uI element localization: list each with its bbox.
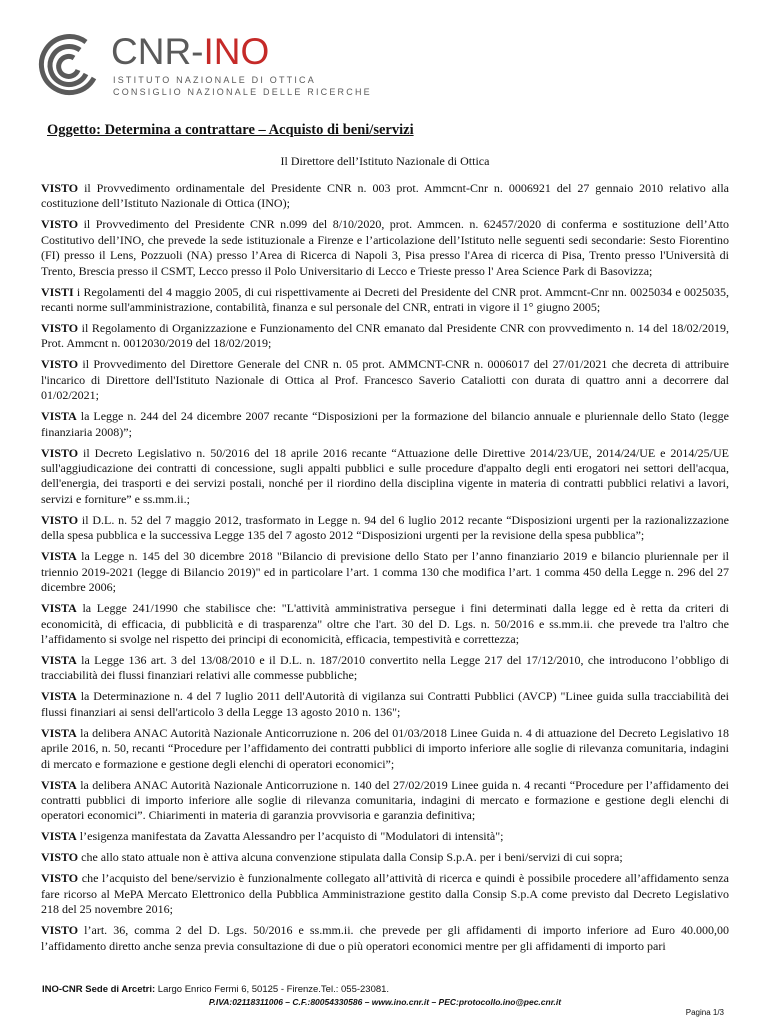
paragraph-keyword: VISTO (41, 445, 79, 460)
paragraph-keyword: VISTO (41, 217, 79, 232)
paragraph-text: la Legge n. 244 del 24 dicembre 2007 recante “Disposizioni per la formazione del bilancio annuale e pluriennale dello Stato (legge finanziaria 2008)”; (41, 409, 729, 439)
paragraph-keyword: VISTO (41, 357, 79, 372)
paragraph (41, 601, 729, 647)
footer-contacts: P.IVA:02118311006 – C.F.:80054330586 – www.ino.cnr.it – PEC:protocollo.ino@pec.cnr.it (208, 997, 562, 1007)
paragraph-keyword: VISTA (41, 829, 77, 844)
paragraph-text: il Provvedimento ordinamentale del Presidente CNR n. 003 prot. Ammcnt-Cnr n. 0006921 del 27 gennaio 2010 relativo alla costituzione dell’Istituto Nazionale di Ottica (INO); (41, 181, 729, 211)
paragraph-text: la delibera ANAC Autorità Nazionale Anticorruzione n. 140 del 27/02/2019 Linee guida n. 4 recanti “Procedure per l’affidamento dei contratti pubblici di importo inferiore alle soglie di rilevanza comunitaria, indagini di mercato e formazione e gestione degli elenchi di operatori economici”. Chiarimenti in materia di garanzia provvisoria e garanzia definitiva; (41, 777, 729, 823)
paragraph-keyword: VISTO (41, 512, 79, 527)
logo-subtitle-institute: ISTITUTO NAZIONALE DI OTTICA (113, 75, 316, 85)
paragraph (41, 850, 729, 865)
director-heading: Il Direttore dell’Istituto Nazionale di Ottica (280, 154, 490, 168)
paragraph (41, 778, 729, 824)
paragraph-keyword: VISTA (41, 409, 77, 424)
paragraph-keyword: VISTA (41, 777, 77, 792)
cnr-logo-emblem-icon (36, 34, 102, 100)
paragraph (41, 871, 729, 917)
paragraph-text: che l’acquisto del bene/servizio è funzionalmente collegato all’attività di ricerca e quindi è possibile procedere all’affidamento senza fare ricorso al MePA Mercato Elettronico della Pubblica Amministrazione gestito dalla Consip S.p.A come previsto dal Decreto Legislativo 218 del 25 novembre 2016; (41, 871, 729, 917)
paragraph-keyword: VISTA (41, 689, 77, 704)
paragraph (41, 653, 729, 684)
paragraph-keyword: VISTA (41, 549, 77, 564)
paragraph-text: il Provvedimento del Presidente CNR n.099 del 8/10/2020, prot. Ammcen. n. 62457/2020 di conferma e sostituzione dell’Atto Costitutivo dell’INO, che prevede la sede istituzionale a Firenze e l’articolazione dell’Istituto nelle seguenti sedi secondarie: Sesto Fiorentino (FI) presso il Lens, Pozzuoli (NA) presso l’Area di Ricerca di Napoli 3, Pisa presso l'Area di ricerca di Pisa, Trento presso l'Università di Trento, Brescia presso il CSMT, Lecco presso il Polo Universitario di Lecco e Trieste presso l' Area Science Park di Basovizza; (41, 217, 729, 278)
paragraph (41, 181, 729, 212)
paragraph (41, 285, 729, 316)
paragraph (41, 923, 729, 954)
logo-title: CNR-INO (111, 31, 270, 72)
paragraph (41, 513, 729, 544)
paragraph-text: che allo stato attuale non è attiva alcuna convenzione stipulata dalla Consip S.p.A. per i beni/servizi di cui sopra; (78, 850, 623, 865)
footer-label: INO-CNR Sede di Arcetri: (42, 984, 156, 995)
paragraph (41, 446, 729, 508)
paragraph-keyword: VISTI (41, 284, 74, 299)
paragraph-text: la delibera ANAC Autorità Nazionale Anticorruzione n. 206 del 01/03/2018 Linee Guida n. 4 di attuazione del Decreto Legislativo 18 aprile 2016, n. 50, recanti “Procedure per l’affidamento dei contratti pubblici di importo inferiore alle soglie di rilevanza comunitaria, indagini di mercato e formazione e gestione degli elenchi di operatori economici”; (41, 725, 729, 771)
paragraph-keyword: VISTO (41, 181, 79, 195)
paragraph-text: la Legge n. 145 del 30 dicembre 2018 "Bilancio di previsione dello Stato per l’anno finanziario 2019 e bilancio pluriennale per il triennio 2019-2021 (legge di Bilancio 2019)" ed in particolare l’art. 1 comma 130 che modifica l’art. 1 comma 450 della Legge n. 296 del 27 dicembre 2006; (41, 549, 729, 595)
paragraph-text: l’art. 36, comma 2 del D. Lgs. 50/2016 e ss.mm.ii. che prevede per gli affidamenti di importo inferiore ad Euro 40.000,00 l’affidamento diretto anche senza previa consultazione di due o più operatori economici mentre per gli affidamenti di importo pari (41, 923, 729, 953)
paragraph (41, 829, 729, 844)
paragraph (41, 409, 729, 440)
paragraph-text: la Legge 241/1990 che stabilisce che: "L'attività amministrativa persegue i fini determinati dalla legge ed è retta da criteri di economicità, di efficacia, di pubblicità e di trasparenza" oltre che l'art. 30 del D. Lgs. n. 50/2016 e ss.mm.ii. che prevede tra l'altro che l’affidamento si svolge nel rispetto dei principi di economicità, efficacia, tempestività e correttezza; (41, 601, 729, 646)
paragraph-keyword: VISTO (41, 850, 79, 865)
paragraph-keyword: VISTA (41, 725, 77, 740)
paragraph-text: la Legge 136 art. 3 del 13/08/2010 e il D.L. n. 187/2010 convertito nella Legge 217 del 17/12/2010, che introducono l’obbligo di tracciabilità dei flussi finanziari relativi alle commesse pubbliche; (41, 652, 729, 683)
paragraph (41, 726, 729, 772)
paragraph (41, 321, 729, 352)
paragraph-keyword: VISTO (41, 923, 79, 938)
paragraph-text: il Decreto Legislativo n. 50/2016 del 18 aprile 2016 recante “Attuazione delle Direttive 2014/23/UE, 2014/24/UE e 2014/25/UE sull'aggiudicazione dei contratti di concessione, sugli appalti pubblici e sulle procedure d'appalto degli enti erogatori nei settori dell'acqua, dell'energia, dei trasporti e dei servizi postali, nonché per il riordino della disciplina vigente in materia di contratti pubblici relativi a lavori, servizi e forniture” e ss.mm.ii.; (41, 445, 729, 506)
paragraph-keyword: VISTA (41, 652, 77, 667)
cnr-ino-logo (36, 31, 372, 102)
paragraph-text: l’esigenza manifestata da Zavatta Alessandro per l’acquisto di "Modulatori di intensità"; (76, 829, 504, 844)
page-number: Pagina 1/3 (685, 1008, 724, 1017)
paragraph-text: il D.L. n. 52 del 7 maggio 2012, trasformato in Legge n. 94 del 6 luglio 2012 recante “Disposizioni urgenti per la razionalizzazione della spesa pubblica e la successiva Legge 135 del 7 agosto 2012 “Disposizioni urgenti per la revisione della spesa pubblica”; (41, 512, 729, 543)
paragraph-text: i Regolamenti del 4 maggio 2005, di cui rispettivamente ai Decreti del Presidente del CNR prot. Ammcnt-Cnr nn. 0025034 e 0025035, recanti norme sull'amministrazione, contabilità, finanza e sul personale del CNR, entrati in vigore il 1° giugno 2005; (41, 284, 729, 315)
paragraph-keyword: VISTO (41, 321, 79, 336)
paragraph (41, 217, 729, 279)
document-subject: Oggetto: Determina a contrattare – Acquisto di beni/servizi (47, 122, 414, 138)
paragraph-text: la Determinazione n. 4 del 7 luglio 2011 dell'Autorità di vigilanza sui Contratti Pubblici (AVCP) "Linee guida sulla tracciabilità dei flussi finanziari ai sensi dell'articolo 3 della Legge 13 agosto 2010 n. 136"; (41, 689, 729, 719)
paragraph (41, 549, 729, 595)
document-body (41, 181, 729, 960)
paragraph-text: il Regolamento di Organizzazione e Funzionamento del CNR emanato dal Presidente CNR con provvedimento n. 14 del 18/02/2019, Prot. Ammcnt n. 0012030/2019 del 18/02/2019; (41, 321, 729, 351)
footer-address-text: Largo Enrico Fermi 6, 50125 - Firenze.Tel.: 055-23081. (155, 984, 390, 995)
paragraph (41, 689, 729, 720)
footer-address (42, 984, 732, 995)
paragraph-keyword: VISTA (41, 601, 77, 616)
logo-subtitle-council: CONSIGLIO NAZIONALE DELLE RICERCHE (113, 87, 372, 97)
paragraph-text: il Provvedimento del Direttore Generale del CNR n. 05 prot. AMMCNT-CNR n. 0006017 del 27/01/2021 che decreta di attribuire l'incarico di Direttore dell'Istituto Nazionale di Ottica al Prof. Francesco Saverio Cataliotti con durata di quattro anni a decorrere dal 01/02/2021; (41, 357, 729, 403)
paragraph-keyword: VISTO (41, 871, 79, 886)
paragraph (41, 357, 729, 403)
